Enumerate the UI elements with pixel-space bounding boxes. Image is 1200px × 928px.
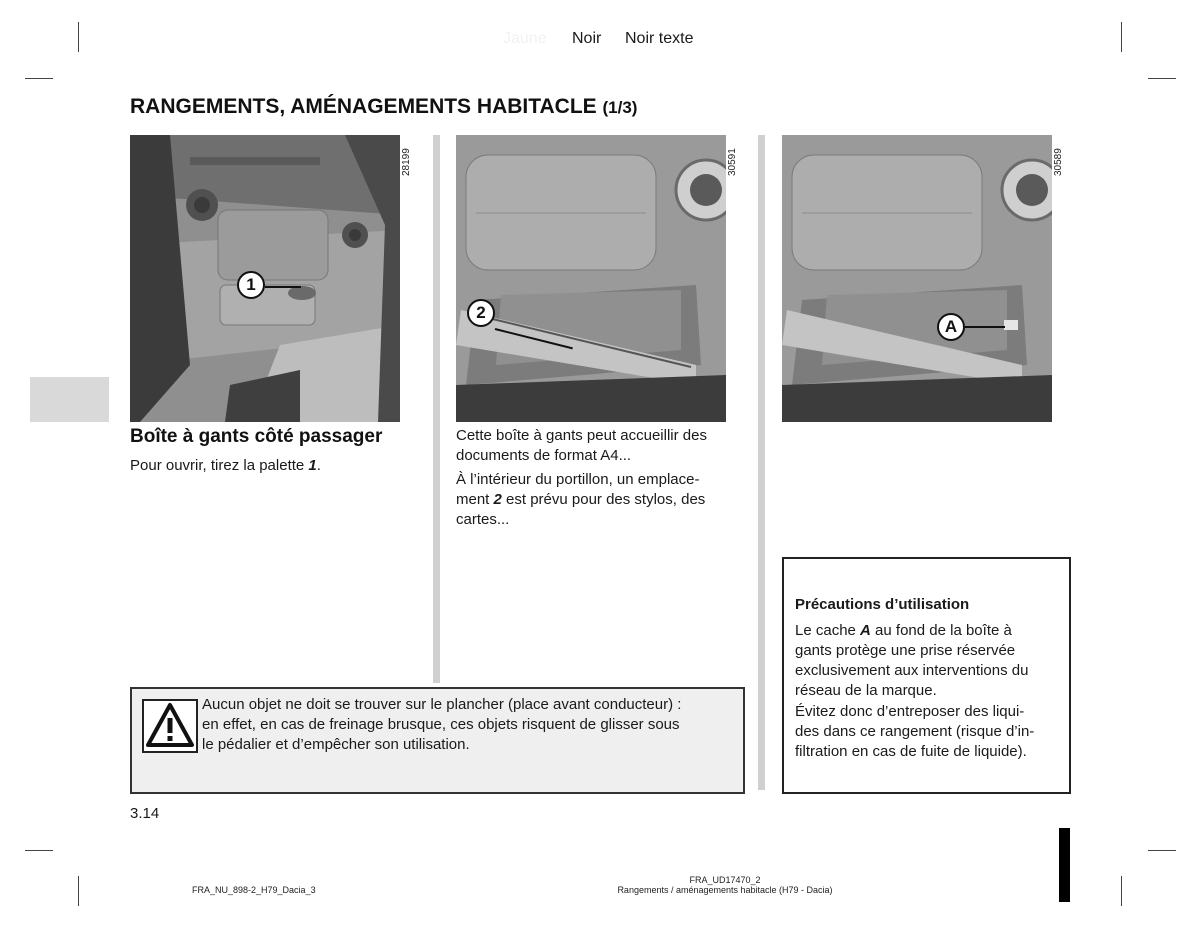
col2-p1-line: Cette boîte à gants peut accueillir des xyxy=(456,427,707,444)
precautions-line: filtration en cas de fuite de liquide). xyxy=(795,743,1027,760)
figure-ref-28199: 28199 xyxy=(401,148,412,176)
col1-text-end: . xyxy=(316,457,321,474)
color-label-noir-texte: Noir texte xyxy=(625,30,694,47)
precautions-title: Précautions d’utilisation xyxy=(795,596,970,613)
glovebox-photo-1 xyxy=(130,135,400,422)
crop-mark xyxy=(1148,850,1176,851)
crop-mark xyxy=(25,850,53,851)
col2-paragraph-2 xyxy=(456,470,756,530)
figure-ref-30589: 30589 xyxy=(1053,148,1064,176)
page-title xyxy=(130,95,637,119)
warning-line: le pédalier et d’empêcher son utilisation. xyxy=(202,736,470,753)
warning-triangle-icon xyxy=(142,699,198,753)
footer-left: FRA_NU_898-2_H79_Dacia_3 xyxy=(192,885,316,895)
page-number: 3.14 xyxy=(130,805,160,822)
glovebox-photo-2 xyxy=(456,135,726,422)
crop-mark xyxy=(1148,78,1176,79)
precautions-line: réseau de la marque. xyxy=(795,682,937,699)
warning-line: en effet, en cas de freinage brusque, ces objets risquent de glisser sous xyxy=(202,716,680,733)
col2-p2-line: À l’intérieur du portillon, un emplace- xyxy=(456,471,700,488)
crop-mark xyxy=(1121,22,1122,52)
section-heading: Boîte à gants côté passager xyxy=(130,426,383,447)
precautions-text: au fond de la boîte à xyxy=(870,622,1012,639)
col2-p1-line: documents de format A4... xyxy=(456,447,632,464)
col1-text: Pour ouvrir, tirez la palette xyxy=(130,457,309,474)
footer-code: FRA_UD17470_2 xyxy=(689,875,761,885)
callout-leader xyxy=(265,286,301,288)
crop-mark xyxy=(25,78,53,79)
page-title-text: RANGEMENTS, AMÉNAGEMENTS HABITACLE xyxy=(130,95,597,118)
precautions-line: des dans ce rangement (risque d’in- xyxy=(795,723,1035,740)
precautions-box xyxy=(782,557,1071,794)
col2-p2-line: cartes... xyxy=(456,511,510,528)
col2-p2-text: est prévu pour des stylos, des xyxy=(501,491,706,508)
glovebox-photo-3 xyxy=(782,135,1052,422)
callout-1: 1 xyxy=(237,271,265,299)
crop-mark xyxy=(1121,876,1122,906)
callout-2: 2 xyxy=(467,299,495,327)
precautions-line: Évitez donc d’entreposer des liqui- xyxy=(795,703,1025,720)
precautions-text: Le cache xyxy=(795,622,861,639)
precautions-line: exclusivement aux interventions du xyxy=(795,662,1029,679)
precautions-paragraph-2 xyxy=(795,702,1060,762)
column-separator xyxy=(433,135,440,683)
col2-p2-text: ment xyxy=(456,491,494,508)
warning-box xyxy=(130,687,745,794)
callout-a: A xyxy=(937,313,965,341)
color-label-jaune: Jaune xyxy=(503,30,547,47)
figure-ref-30591: 30591 xyxy=(727,148,738,176)
precautions-line xyxy=(795,621,1060,641)
precautions-paragraph-1 xyxy=(795,621,1060,701)
precautions-ref-letter: A xyxy=(860,622,871,639)
col2-ref-number: 2 xyxy=(493,491,502,508)
callout-leader xyxy=(965,326,1005,328)
crop-mark xyxy=(78,876,79,906)
crop-mark xyxy=(78,22,79,52)
footer-section: Rangements / aménagements habitacle (H79 - Dacia) xyxy=(617,885,833,895)
column-separator xyxy=(758,135,765,790)
page-title-part: (1/3) xyxy=(602,98,638,117)
col1-paragraph xyxy=(130,456,420,476)
col2-paragraph-1 xyxy=(456,426,756,466)
edge-marker xyxy=(1059,828,1070,902)
col2-p2-line xyxy=(456,490,756,510)
col1-ref-number: 1 xyxy=(308,457,317,474)
footer-center xyxy=(600,875,850,895)
warning-line: Aucun objet ne doit se trouver sur le plancher (place avant conducteur) : xyxy=(202,696,682,713)
chapter-tab xyxy=(30,377,109,422)
precautions-line: gants protège une prise réservée xyxy=(795,642,1016,659)
warning-text xyxy=(202,695,742,755)
color-label-noir: Noir xyxy=(572,30,602,47)
